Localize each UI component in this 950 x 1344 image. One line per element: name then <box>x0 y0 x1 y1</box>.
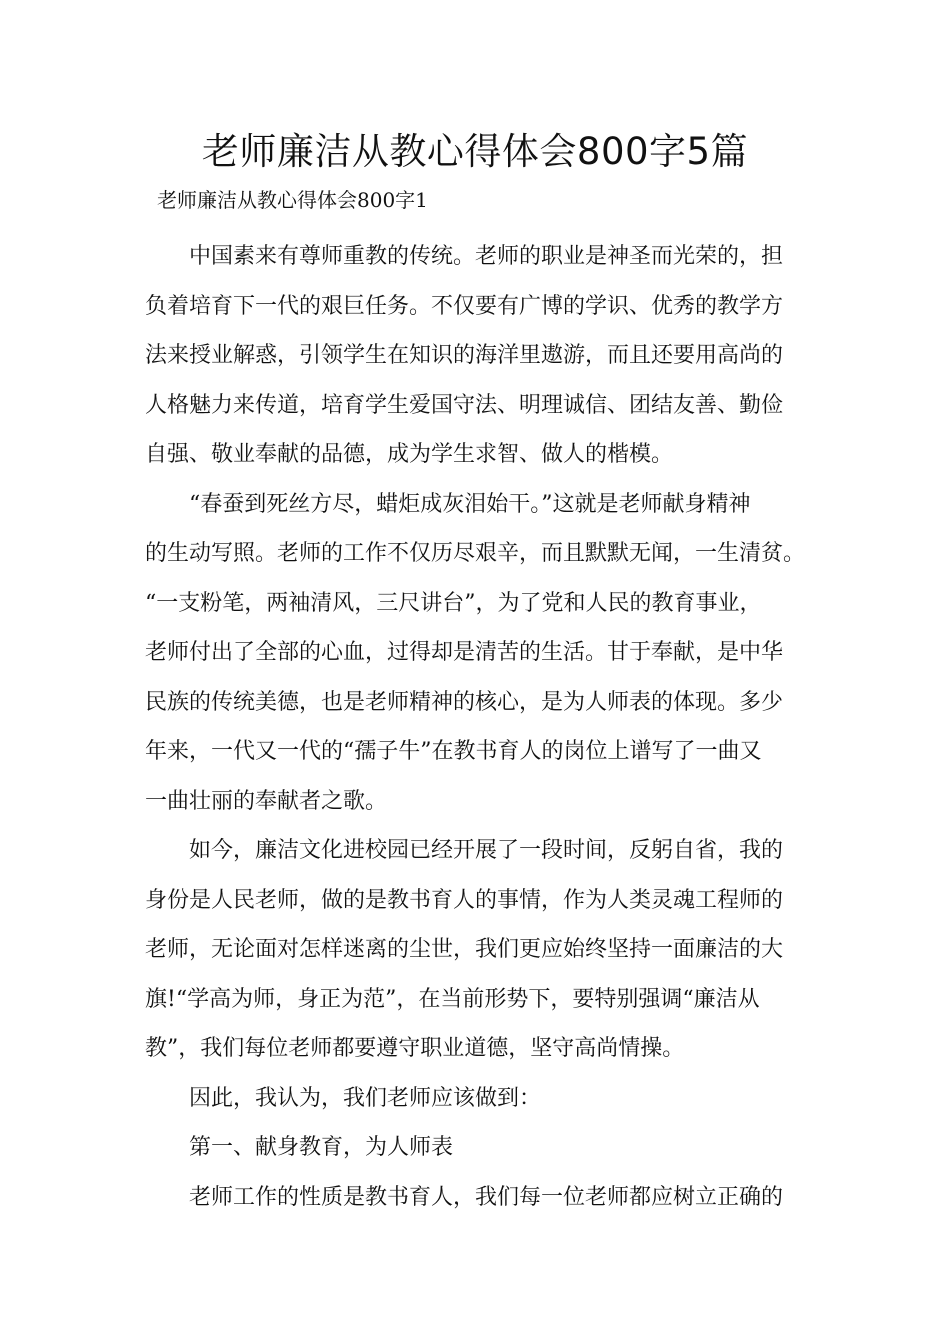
paragraph-line: 一曲壮丽的奉献者之歌。 <box>145 788 388 814</box>
paragraph-line: 教”，我们每位老师都要遵守职业道德，坚守高尚情操。 <box>145 1036 685 1061</box>
paragraph-line: 老师，无论面对怎样迷离的尘世，我们更应始终坚持一面廉洁的大 <box>145 937 784 962</box>
paragraph-line: 自强、敬业奉献的品德，成为学生求智、做人的楷模。 <box>145 442 674 467</box>
paragraph-6 <box>145 1173 815 1223</box>
paragraph-line: “一支粉笔，两袖清风，三尺讲台”，为了党和人民的教育事业， <box>145 590 762 616</box>
paragraph-line: 因此，我认为，我们老师应该做到： <box>189 1085 542 1111</box>
paragraph-line: 身份是人民老师，做的是教书育人的事情，作为人类灵魂工程师的 <box>145 887 784 913</box>
document-title: 老师廉洁从教心得体会800字5篇 <box>201 130 749 173</box>
paragraph-line: 老师付出了全部的心血，过得却是清苦的生活。甘于奉献，是中华 <box>145 640 784 665</box>
paragraph-2 <box>145 480 815 827</box>
paragraph-line: 法来授业解惑，引领学生在知识的海洋里遨游，而且还要用高尚的 <box>145 343 784 368</box>
paragraph-line: 如今，廉洁文化进校园已经开展了一段时间，反躬自省，我的 <box>189 838 784 863</box>
paragraph-line: 第一、献身教育，为人师表 <box>189 1135 454 1160</box>
paragraph-line: 中国素来有尊师重教的传统。老师的职业是神圣而光荣的，担 <box>189 244 784 269</box>
paragraph-line: 民族的传统美德，也是老师精神的核心，是为人师表的体现。多少 <box>145 689 784 715</box>
paragraph-line: “春蚕到死丝方尽，蜡炬成灰泪始干。”这就是老师献身精神 <box>189 491 751 517</box>
document-body <box>145 232 815 1222</box>
paragraph-line: 老师工作的性质是教书育人，我们每一位老师都应树立正确的 <box>189 1184 784 1210</box>
paragraph-1 <box>145 232 815 480</box>
paragraph-line: 负着培育下一代的艰巨任务。不仅要有广博的学识、优秀的教学方 <box>145 293 784 319</box>
paragraph-5 <box>145 1123 815 1173</box>
paragraph-line: 人格魅力来传道，培育学生爱国守法、明理诚信、团结友善、勤俭 <box>145 392 784 418</box>
paragraph-3 <box>145 826 815 1074</box>
section-heading: 老师廉洁从教心得体会800字1 <box>157 188 428 212</box>
paragraph-line: 年来，一代又一代的“孺子牛”在教书育人的岗位上谱写了一曲又 <box>145 739 762 764</box>
paragraph-4 <box>145 1074 815 1124</box>
paragraph-line: 的生动写照。老师的工作不仅历尽艰辛，而且默默无闻，一生清贫。 <box>145 541 806 566</box>
paragraph-line: 旗!“学高为师，身正为范”，在当前形势下，要特别强调“廉洁从 <box>145 986 760 1012</box>
